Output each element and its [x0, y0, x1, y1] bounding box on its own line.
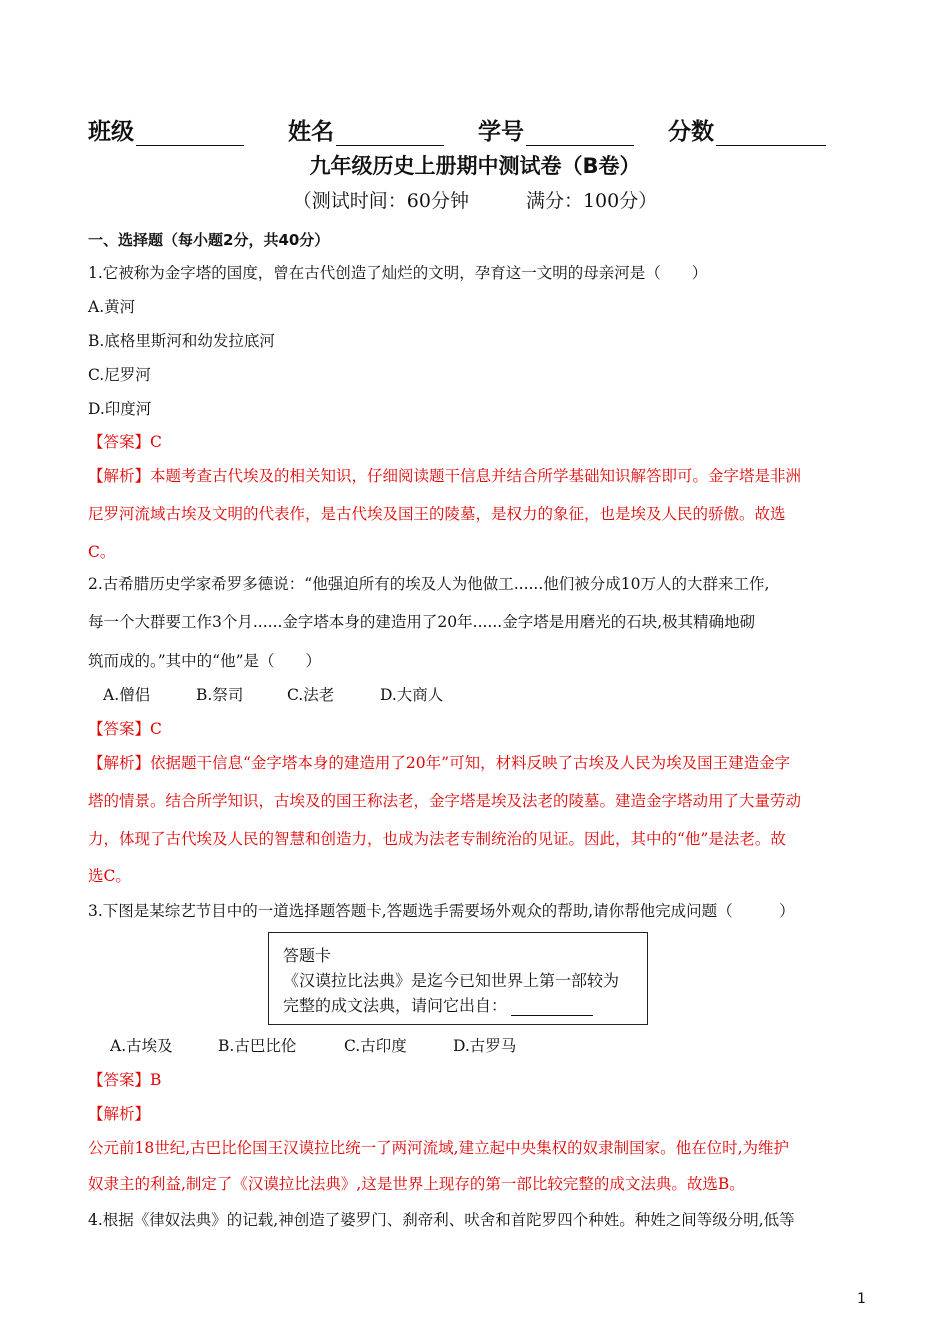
score-label: 分数: [668, 119, 714, 145]
page-number: 1: [857, 1291, 866, 1307]
q1-option-d: D.印度河: [88, 400, 152, 418]
q3-answer: 【答案】B: [88, 1071, 162, 1089]
q3-analysis-line: 奴隶主的利益,制定了《汉谟拉比法典》,这是世界上现存的第一部比较完整的成文法典。故选B。: [88, 1175, 745, 1193]
q2-analysis-line: 选C。: [88, 867, 131, 885]
q3-stem: 3.下图是某综艺节目中的一道选择题答题卡,答题选手需要场外观众的帮助,请你帮他完成问题（ ）: [88, 902, 795, 920]
name-label: 姓名: [288, 119, 334, 145]
q2-stem-line: 筑而成的。”其中的“他”是（ ）: [88, 652, 322, 670]
q2-analysis-line: 【解析】依据题干信息“金字塔本身的建造用了20年”可知，材料反映了古埃及人民为埃及国王建造金字: [88, 754, 791, 772]
q1-analysis-line: C。: [88, 543, 116, 561]
q4-stem: 4.根据《律奴法典》的记载,神创造了婆罗门、刹帝利、吠舍和首陀罗四个种姓。种姓之间等级分明,低等: [88, 1211, 795, 1229]
q3-analysis-label: 【解析】: [88, 1105, 151, 1123]
q2-answer: 【答案】C: [88, 720, 162, 738]
id-label: 学号: [478, 119, 524, 145]
q2-analysis-line: 塔的情景。结合所学知识，古埃及的国王称法老，金字塔是埃及法老的陵墓。建造金字塔动用了大量劳动: [88, 792, 802, 810]
q2-option-c: C.法老: [287, 686, 335, 704]
q3-option-d: D.古罗马: [453, 1037, 517, 1055]
q3-analysis-line: 公元前18世纪,古巴比伦国王汉谟拉比统一了两河流域,建立起中央集权的奴隶制国家。他在位时,为维护: [88, 1139, 790, 1157]
q1-option-c: C.尼罗河: [88, 366, 151, 384]
answer-card: [268, 932, 648, 1025]
q1-analysis-line: 【解析】本题考查古代埃及的相关知识，仔细阅读题干信息并结合所学基础知识解答即可。金字塔是非洲: [88, 467, 802, 485]
score-blank[interactable]: [716, 123, 826, 146]
page-subtitle: （测试时间：60分钟 满分：100分）: [292, 190, 658, 212]
q3-option-a: A.古埃及: [110, 1037, 173, 1055]
q2-option-a: A.僧侣: [103, 686, 151, 704]
answer-card-title: 答题卡: [283, 946, 332, 965]
answer-card-blank[interactable]: [511, 1000, 593, 1016]
answer-card-question: [283, 993, 593, 1016]
class-blank[interactable]: [136, 123, 244, 146]
q2-option-b: B.祭司: [196, 686, 244, 704]
q1-option-b: B.底格里斯河和幼发拉底河: [88, 332, 275, 350]
q2-stem-line: 2.古希腊历史学家希罗多德说：“他强迫所有的埃及人为他做工......他们被分成10万人的大群来工作,: [88, 575, 770, 593]
q2-option-d: D.大商人: [380, 686, 444, 704]
answer-card-line: 《汉谟拉比法典》是迄今已知世界上第一部较为: [283, 971, 620, 990]
class-field: [88, 113, 244, 146]
q1-stem: 1.它被称为金字塔的国度，曾在古代创造了灿烂的文明，孕育这一文明的母亲河是（ ）: [88, 264, 708, 282]
q1-analysis-line: 尼罗河流域古埃及文明的代表作，是古代埃及国王的陵墓，是权力的象征，也是埃及人民的骄傲。故选: [88, 505, 786, 523]
q1-option-a: A.黄河: [88, 298, 136, 316]
id-blank[interactable]: [526, 123, 634, 146]
name-blank[interactable]: [336, 123, 444, 146]
section-heading: 一、选择题（每小题2分，共40分）: [88, 231, 330, 249]
q1-answer: 【答案】C: [88, 433, 162, 451]
class-label: 班级: [88, 119, 134, 145]
score-field: [668, 113, 826, 146]
answer-card-line: 完整的成文法典，请问它出自：: [283, 996, 508, 1015]
q2-analysis-line: 力，体现了古代埃及人民的智慧和创造力，也成为法老专制统治的见证。因此，其中的“他”是法老。故: [88, 830, 786, 848]
id-field: [478, 113, 634, 146]
q3-option-c: C.古印度: [344, 1037, 407, 1055]
name-field: [288, 113, 444, 146]
q2-stem-line: 每一个大群要工作3个月......金字塔本身的建造用了20年......金字塔是用磨光的石块,极其精确地砌: [88, 613, 756, 631]
page-title: 九年级历史上册期中测试卷（B卷）: [309, 154, 641, 178]
q3-option-b: B.古巴比伦: [218, 1037, 297, 1055]
